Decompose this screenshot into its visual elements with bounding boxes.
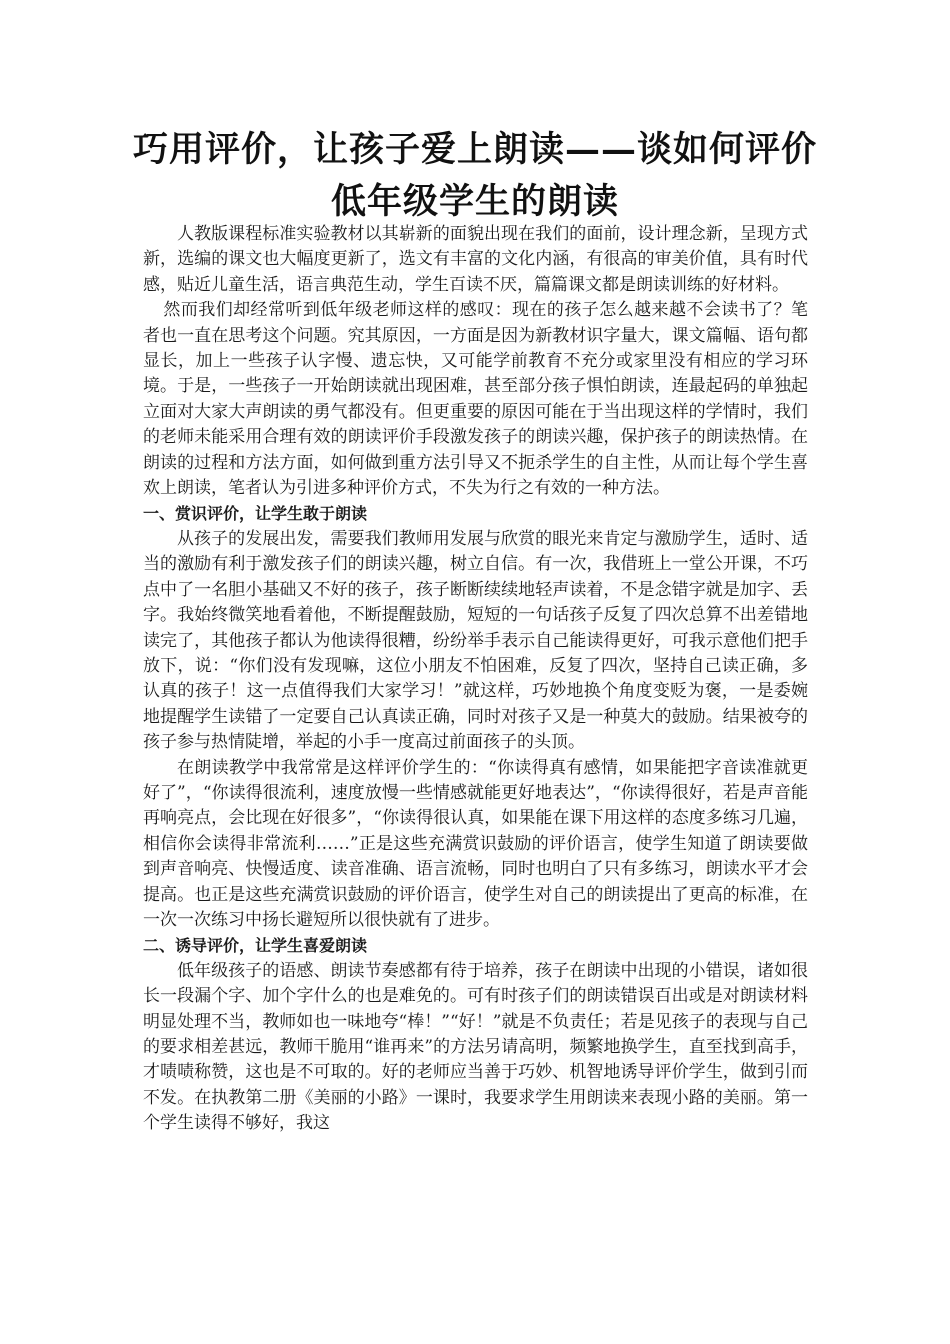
document-body [143, 222, 808, 1137]
paragraph-problem: 然而我们却经常听到低年级老师这样的感叹：现在的孩子怎么越来越不会读书了？笔者也一直在思考这个问题。究其原因，一方面是因为新教材识字量大，课文篇幅、语句都显长，加上一些孩子认字慢、遗忘快，又可能学前教育不充分或家里没有相应的学习环境。于是，一些孩子一开始朗读就出现困难，甚至部分孩子惧怕朗读，连最起码的单独起立面对大家大声朗读的勇气都没有。但更重要的原因可能在于当出现这样的学情时，我们的老师未能采用合理有效的朗读评价手段激发孩子的朗读兴趣，保护孩子的朗读热情。在朗读的过程和方法方面，如何做到重方法引导又不扼杀学生的自主性，从而让每个学生喜欢上朗读，笔者认为引进多种评价方式，不失为行之有效的一种方法。 [143, 300, 808, 499]
section-1-paragraph-1: 从孩子的发展出发，需要我们教师用发展与欣赏的眼光来肯定与激励学生，适时、适当的激励有利于激发孩子们的朗读兴趣，树立自信。有一次，我借班上一堂公开课，不巧点中了一名胆小基础又不好的孩子，孩子断断续续地轻声读着，不是念错字就是加字、丢字。我始终微笑地看着他，不断提醒鼓励，短短的一句话孩子反复了四次总算不出差错地读完了，其他孩子都认为他读得很糟，纷纷举手表示自己能读得更好，可我示意他们把手放下，说：“你们没有发现嘛，这位小朋友不怕困难，反复了四次，坚持自己读正确，多认真的孩子！这一点值得我们大家学习！”就这样，巧妙地换个角度变贬为褒，一是委婉地提醒学生读错了一定要自己认真读正确，同时对孩子又是一种莫大的鼓励。结果被夸的孩子参与热情陡增，举起的小手一度高过前面孩子的头顶。 [143, 528, 808, 753]
section-2-paragraph-1: 低年级孩子的语感、朗读节奏感都有待于培养，孩子在朗读中出现的小错误，诸如很长一段漏个字、加个字什么的也是难免的。可有时孩子们的朗读错误百出或是对朗读材料明显处理不当，教师如也一味地夸“棒！”“好！”就是不负责任；若是见孩子的表现与自己的要求相差甚远，教师干脆用“谁再来”的方法另请高明，频繁地换学生，直至找到高手，才啧啧称赞，这也是不可取的。好的老师应当善于巧妙、机智地诱导评价学生，做到引而不发。在执教第二册《美丽的小路》一课时，我要求学生用朗读来表现小路的美丽。第一个学生读得不够好，我这 [143, 960, 808, 1134]
section-heading-2: 二、诱导评价，让学生喜爱朗读 [143, 936, 368, 956]
document-title: 巧用评价，让孩子爱上朗读——谈如何评价低年级学生的朗读 [132, 129, 817, 222]
paragraph-intro: 人教版课程标准实验教材以其崭新的面貌出现在我们的面前，设计理念新，呈现方式新，选编的课文也大幅度更新了，选文有丰富的文化内涵，有很高的审美价值，具有时代感，贴近儿童生活，语言典范生动，学生百读不厌，篇篇课文都是朗读训练的好材料。 [143, 224, 808, 295]
section-heading-1: 一、赏识评价，让学生敢于朗读 [143, 504, 368, 524]
section-1-paragraph-2: 在朗读教学中我常常是这样评价学生的：“你读得真有感情，如果能把字音读准就更好了”，“你读得很流利，速度放慢一些情感就能更好地表达”，“你读得很好，若是声音能再响亮点，会比现在好很多”，“你读得很认真，如果能在课下用这样的态度多练习几遍，相信你会读得非常流利……”正是这些充满赏识鼓励的评价语言，使学生知道了朗读要做到声音响亮、快慢适度、读音准确、语言流畅，同时也明白了只有多练习，朗读水平才会提高。也正是这些充满赏识鼓励的评价语言，使学生对自己的朗读提出了更高的标准，在一次一次练习中扬长避短所以很快就有了进步。 [143, 757, 808, 930]
